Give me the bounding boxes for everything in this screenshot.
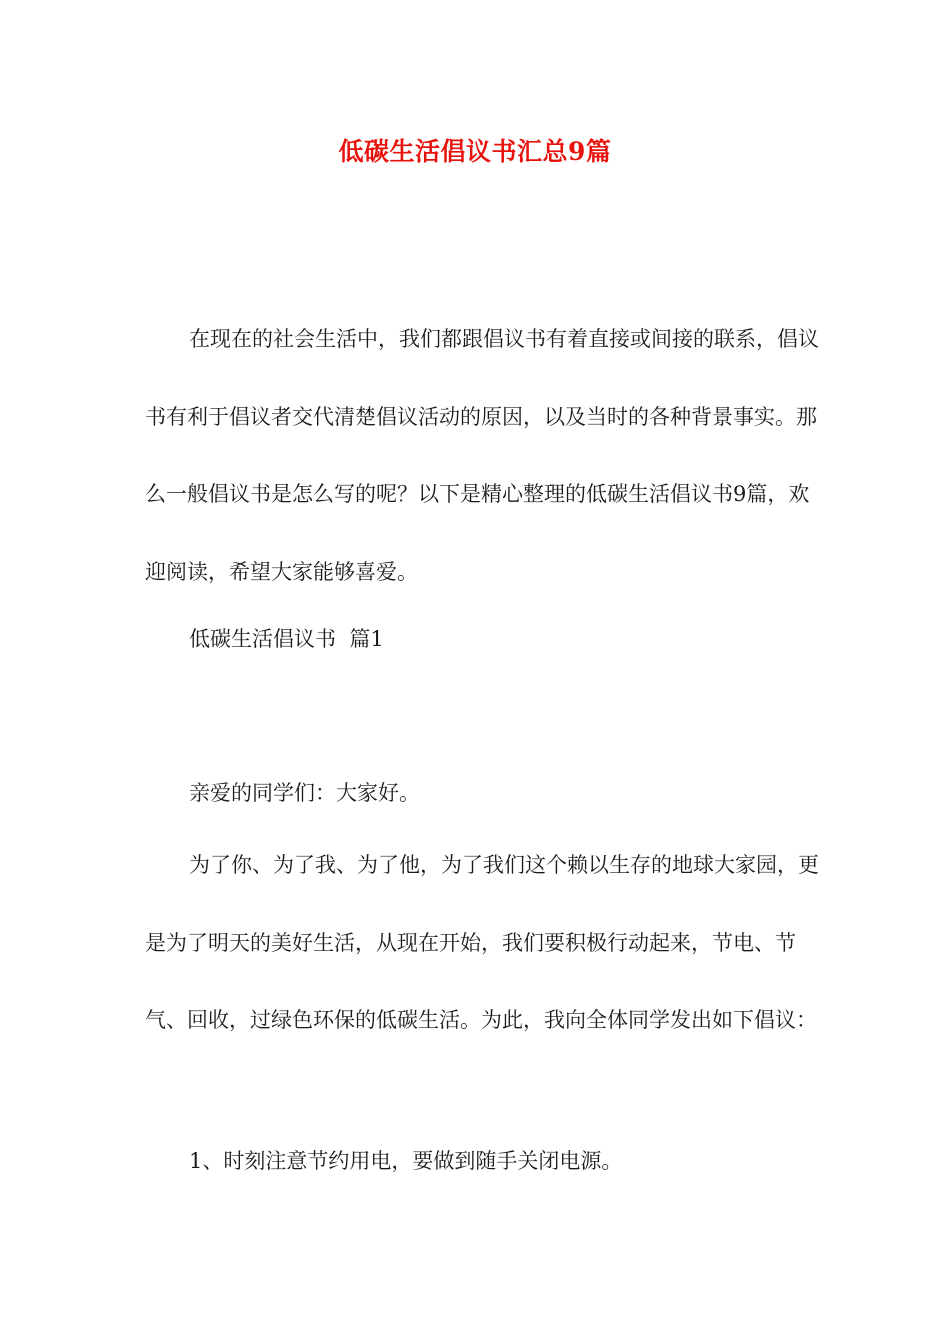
body-paragraph: 为了你、为了我、为了他，为了我们这个赖以生存的地球大家园，更是为了明天的美好生活，从现在开始，我们要积极行动起来，节电、节气、回收，过绿色环保的低碳生活。为此，我向全体同学发出如下倡议： — [145, 853, 819, 1032]
list-item: 1、时刻注意节约用电，要做到随手关闭电源。 — [189, 1149, 623, 1173]
section-heading: 低碳生活倡议书 篇1 — [189, 627, 384, 651]
intro-paragraph: 在现在的社会生活中，我们都跟倡议书有着直接或间接的联系，倡议书有利于倡议者交代清楚倡议活动的原因，以及当时的各种背景事实。那么一般倡议书是怎么写的呢？以下是精心整理的低碳生活倡议书9篇，欢迎阅读，希望大家能够喜爱。 — [145, 327, 819, 584]
document-title: 低碳生活倡议书汇总9篇 — [338, 137, 612, 166]
salutation: 亲爱的同学们：大家好。 — [189, 781, 420, 805]
